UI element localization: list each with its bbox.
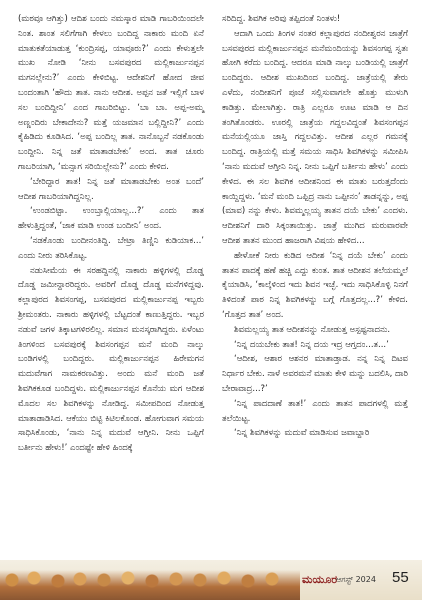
page-footer: [0, 560, 422, 600]
paragraph: ಸರಿದಿದ್ದ. ಶಿವಗಿಕ ಅರಿವು ತಪ್ಪಿದಂತೆ ನಿಂತಳು!: [222, 14, 341, 24]
left-column: [18, 12, 204, 560]
right-column: [222, 12, 408, 560]
paragraph: (ಮಠವೂ ಆಗಿತ್ತು) ಆದಿಶ ಬಂದು ನಮಸ್ಕಾರ ಮಾಡಿ ಗಾಬರಿಯಿಂದಲೇ ನಿಂತ. ಶಾಂತ ಸಲಿಗೆಗಾಗಿ ಕೇಳಲು ಬಂದಿದ್ದ ನಾಕಾರು ಮಂದಿ ಏನೆ ಮಾತುಕತೆಯಾಡುತ್ತ ‘ಕುಂದ್ರಿಸಪ್ಪ, ಯಾವೂರು?’ ಎಂದು ಕೇಳುತ್ತಲೇ ಮುಖ ನೋಡಿ ‘ನೀನು ಬಸವಪುರದ ಮಲ್ಲಿಕಾರ್ಜುನಪ್ಪನ ಮಗನಲ್ಲೇನು?’ ಎಂದು ಕೇಳಿಬಿಟ್ಟ. ಆದೇಶನಿಗೆ ಹೋದ ಜೀವ ಬಂದಂತಾಗಿ ‘ಹೌದು ತಾತ. ನಾನು ಆದೀಶ. ಅಪ್ಪನ ಜತೆ ಇಲ್ಲಿಗೆ ಬಾಳ ಸಲ ಬಂದಿದ್ದೀನಿ’ ಎಂದ ಗಾಬರಿಬಿಟ್ಟು. ‘ಬಾ ಬಾ. ಅಪ್ಪ-ಅಮ್ಮ ಅಣ್ಣಂದಿರು ಬೇಕಾದೇನು? ಮತ್ತೆ ಯಜಮಾನ ಬಲ್ಲಿದ್ದೀನಿ?’ ಎಂದು ಕೈಹಿಡಿದು ಕೂಡಿಸಿದ. ‘ಅಪ್ಪ ಬಂದಿಲ್ಲ ತಾತ. ನಾನೊಬ್ಬನೆ ನಡಕೊಂಡು ಬಂದ್ದೀನಿ. ನಿನ್ನ ಜತೆ ಮಾತಾಡಬೇಕು’ ಅಂದ. ತಾತ ಚೂರು ಗಾಬರಿಯಾಗಿ, ‘ಮನ್ಸಾಗ ಸರಿಯಿಲ್ಲೇನು?’ ಎಂದು ಕೇಳಿದ.: [18, 14, 204, 172]
paragraph: ನಡುಸೀಮೆಯ ಈ ಸರಹದ್ದಿನಲ್ಲಿ ನಾಕಾರು ಹಳ್ಳಿಗಳಲ್ಲಿ ದೊಡ್ಡ ದೊಡ್ಡ ಜಮೀನ್ದಾರರಿದ್ದರು. ಅವರಿಗೆ ದೊಡ್ಡ ದೊಡ್ಡ ಮನೆಗಳಿದ್ದವು. ಕಲ್ಲಾಪುರದ ಶಿವಸಂಗಪ್ಪ, ಬಸವಪುರದ ಮಲ್ಲಿಕಾರ್ಜುನಪ್ಪ ಇಬ್ಬರು ಶ್ರೀಮಂತರು. ನಾಕಾರು ಹಳ್ಳಿಗಳಲ್ಲಿ ಬೆಟ್ಟದಂತೆ ಕಾಣುತ್ತಿದ್ದರು. ಇಬ್ಬರ ನಡುವೆ ಜಗಳ ತಿಕ್ಕಾಟಗಳಿರಲಿಲ್ಲ. ಸಮಾನ ಮನಸ್ಕರಾಗಿದ್ದರು. ಏಳೆಂಟು ತಿಂಗಳಿಂದ ಬಸವಪುರಕ್ಕೆ ಶಿವಸಂಗಪ್ಪನ ಮನೆ ಮಂದಿ ನಾಲ್ಕು ಬಂಡಿಗಳಲ್ಲಿ ಬಂದಿದ್ದರು. ಮಲ್ಲಿಕಾರ್ಜುನಪ್ಪನ ಹಿರೇಮಗನ ಮದುವೆಗಾಗ ನಾಮಕರಣವಿತ್ತು. ಅಂದು ಮನೆ ಮಂದಿ ಜತೆ ಶಿವಗಿಕಕೂಡ ಬಂದಿದ್ದಳು. ಮಲ್ಲಿಕಾರ್ಜುನಪ್ಪನ ಕೊನೆಯ ಮಗ ಆದೀಶ ಮೊದಲ ಸಲ ಶಿವಗಿಕಳನ್ನು ನೋಡಿದ್ದ. ಸಮೀಪದಿಂದ ನೋಡುತ್ತ ಮಾತಾಡಾಡಿಸಿದ. ಆಕೆಯು ಬಿಟ್ಟಿ ಕಿಟಿಲಕೊಂಡ. ಹೋಗುವಾಗ ಸಮಯ ಸಾಧಿಸಿಕೊಂಡು, ‘ನಾನು ನಿನ್ನ ಮದುವೆ ಆಗ್ತೀನಿ. ನೀನು ಒಪ್ಪಿಗೆ ಬರ್ತೀನು ಹೇಳು!’ ಎಂದಷ್ಟೇ ಹೇಳಿ ಹಿಂದಕ್ಕೆ: [18, 265, 204, 454]
paragraph: ‘ಬೇರಿದ್ದಾರ ತಾತ! ನಿನ್ನ ಜತೆ ಮಾತಾಡಬೇಕು ಅಂತ ಬಂದೆ’ ಆದೀಶ ಗಾಬರಿಯಾಗಿದ್ದನಿಲ್ಲ.: [18, 176, 204, 202]
paragraph: ‘ಆದೀಶ, ಆಶಾರ ಆಶನರ ಮಾತಾಡ್ತಾಡ. ನನ್ನ ನಿನ್ನ ದಿಟವ ನಿರ್ಧಾರ ಬೇಕು. ನಾಳೆ ಅವರಮನೆ ಮಾತು ಕೇಳಿ ಮನ್ನು ಬದಲಿಸಿ, ದಾರಿ ಬೇರಾವಾದ್ರ...?’: [222, 354, 408, 394]
paragraph: ‘ನಿನ್ನ ಶಿವಗಿಕಳನ್ನು ಮದುವೆ ಮಾಡಿಸುವ ಜವಾಬ್ದಾರಿ: [234, 428, 370, 439]
paragraph: ಹೇಳೋಕೆ ನೀರು ಕುಡಿದ ಆದೀಶ ‘ನಿನ್ನ ದಯೆ ಬೇಕು’ ಎಂದು ತಾತನ ಪಾದಕ್ಕೆ ಹಣೆ ಹಚ್ಚಿ ಎದ್ದು ಕುಂತ. ತಾತ ಆದೀಶನ ತಲೆಯಮ್ಮಲೆ ಕೈಯಾಡಿಸಿ, ‘ಕಾಲ್ಕೆಳಿಂದ ಇದು ಶಿವನ ಇಚ್ಛೆ. ಇದು ಸಾಧಿಸಿಕೊಳ್ಳಿ ನಿನಗೆ ತಿಳಿದಂತೆ ಪಾಠ ನಿನ್ನ ಶಿವಗಿಕಳನ್ನು ಬಗ್ಗೆ ಗೊತ್ತದಲ್ಲ...?’ ಕೇಳಿದ. ‘ಗೊತ್ತದ ತಾತ’ ಅಂದ.: [222, 250, 408, 320]
paragraph: ‘ನಿನ್ನ ಪಾದದಾಣೆ ತಾತ!’ ಎಂದು ತಾತನ ಪಾದಗಳಲ್ಲಿ ಮತ್ತೆ ತಲೆಯಿಟ್ಟ.: [222, 398, 408, 424]
paragraph: ‘ನಿನ್ನ ದಯಬೇಕು ತಾತ! ನಿನ್ನ ದಯ ಇದ್ರ ಆಗ್ತದಂ...ತ...’: [234, 339, 389, 350]
article-body: [18, 12, 408, 560]
footer-illustration: [0, 570, 300, 600]
magazine-name: ಮಯೂರ: [302, 573, 338, 586]
paragraph: ಶಿವಮಲ್ಲಯ್ಯ ತಾತ ಆದೀಶನನ್ನು ನೋಡುತ್ತ ಅಸ್ಪಷ್ಟನಾದನು.: [234, 324, 391, 335]
page-number: 55: [392, 569, 409, 586]
paragraph: ‘ಉಂಡಬಿಟ್ಟಾ. ಉಂಬ್ತಾಲ್ಲಿಯಾಲ್ಲ...?’ ಎಂದು ತಾತ ಹೇಳುತ್ತಿದ್ದಂತೆ, ‘ಜಾಕ ಮಾಡಿ ಉಂಡ ಬಂದೀನಿ’ ಅಂದ.: [18, 206, 204, 232]
paragraph: ಆದಾಗಿ ಒಂದು ತಿಂಗಳ ನಂತರ ಕಲ್ಲಾಪುರದ ನಂದೀಶ್ವರನ ಜಾತ್ರೆಗೆ ಬಸವಪುರದ ಮಲ್ಲಿಕಾರ್ಜುನಪ್ಪನ ಮನೆಮಂದಿಯನ್ನು ಶಿವಸಂಗಪ್ಪ ಸ್ವತಃ ಹೋಗಿ ಕರೆದು ಬಂದಿದ್ದ. ಆದರೂ ಮಾಡಿ ನಾಲ್ಕು ಬಂಡಿಯಲ್ಲಿ ಜಾತ್ರೆಗೆ ಬಂದಿದ್ದರು. ಆದೀಶ ಮುಖದಿಂದ ಬಂದಿದ್ದ. ಜಾತ್ರೆಯಲ್ಲಿ ತೇರು ಎಳೆದು, ನಂದೀಶನಿಗೆ ಪೂಜೆ ಸಲ್ಲಿಸುವಾಗಲೇ ಹೊತ್ತು ಮುಳುಗಿ ಕಾಡಿತ್ತು. ಮೇಲಾಗಿತ್ತು. ರಾತ್ರಿ ಎಲ್ಲರೂ ಊಟ ಮಾಡಿ ಆ ದಿನ ತಂಗಿತೊಂಡರು. ಊರಲ್ಲಿ ಜಾತ್ರೆಯ ಗದ್ದಲವಿದ್ದಂತೆ ಶಿವಸಂಗಪ್ಪನ ಮನೆಯಲ್ಲಿಯೂ ಜಾಸ್ತಿ ಗದ್ದಲವಿತ್ತು. ಆದೀಶ ಎಲ್ಲರ ಗಮನಕ್ಕೆ ಬಂದಿದ್ದ. ರಾತ್ರಿಯಲ್ಲಿ ಮತ್ತೆ ಸಮಯ ಸಾಧಿಸಿ ಶಿವಗಿಕಳನ್ನು ಸಮೀಪಿಸಿ ‘ನಾನು ಮದುವೆ ಆಗ್ತೀನಿ ನಿನ್ನ. ನೀನು ಒಪ್ಪಿಗೆ ಬರ್ತೀನು ಹೇಳು’ ಎಂದು ಕೇಳಿದ. ಈ ಸಲ ಶಿವಗಿಕ ಆದೀಶನಿಂದ ಈ ಮಾತು ಬರುತ್ತದೆಂದು ಕಾಯ್ದಿದ್ದಳು. ‘ಮನೆ ಮಂದಿ ಒಪ್ಪಿದ್ರ ನಾನು ಒಪ್ಪೀನಂ’ ತಾಡನ್ನನ್ನು, ಅಪ್ಪ (ಮಾವ) ನನ್ನು ಕೇಳು. ಶಿವಮ್ಮಲ್ಲಯ್ಯ ತಾತನ ದಯೆ ಬೇಕು’ ಎಂದಳು. ಆದೀಶನಿಗೆ ದಾರಿ ಸಿಕ್ಕಂತಾಯಿತ್ತು. ಜಾತ್ರೆ ಮುಗಿದ ಮರುವಾರವೇ ಆದೀಶ ತಾತನ ಮುಂದ ಹಾಜರಾಗಿ ವಿಷಯ ಹೇಳಿದ...: [222, 28, 408, 246]
issue-date: ಆಗಸ್ಟ್ 2024: [336, 575, 376, 584]
paragraph: ‘ನಡಕೊಂಡು ಬಂದೀನಂತಿದ್ದಿ. ಬೇಟ್ರಾ ತಿಣ್ಣಿನಿ ಕುಡಿಯಾಕ...’ ಎಂದು ನೀರು ತರಿಸಿಕೊಟ್ಟ.: [18, 235, 204, 261]
